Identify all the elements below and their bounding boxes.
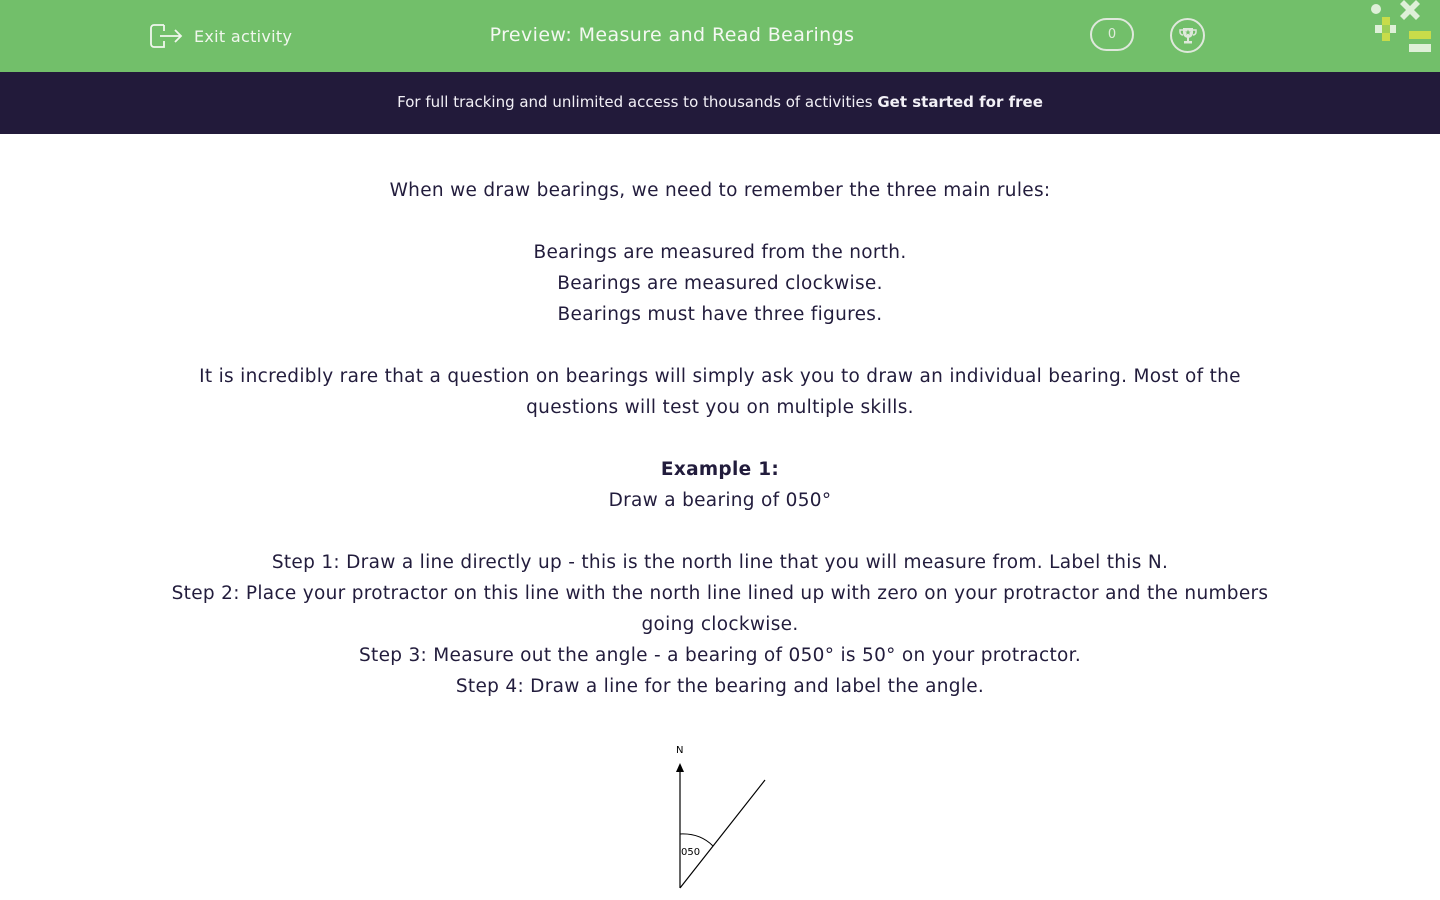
trophy-icon <box>1178 26 1198 46</box>
north-label: N <box>676 745 684 756</box>
lesson-content <box>150 175 1290 702</box>
north-arrow-icon <box>676 763 684 772</box>
rule-3: Bearings must have three figures. <box>557 304 883 325</box>
step-3: Step 3: Measure out the angle - a bearing of 050° is 50° on your protractor. <box>358 645 1082 666</box>
angle-label: 050 <box>681 847 701 858</box>
page-title: Preview: Measure and Read Bearings <box>489 24 855 46</box>
bearing-diagram <box>660 738 780 898</box>
note-text: It is incredibly rare that a question on bearings will simply ask you to draw an individual bearing. Most of the questions will test you on multiple skills. <box>199 366 1241 418</box>
top-bar <box>0 0 1440 72</box>
intro-text: When we draw bearings, we need to remember the three main rules: <box>389 180 1051 201</box>
trophy-button[interactable] <box>1170 18 1205 53</box>
brand-logo <box>1366 0 1440 60</box>
step-4: Step 4: Draw a line for the bearing and label the angle. <box>455 676 985 697</box>
example-heading: Example 1: <box>660 459 780 480</box>
example-task: Draw a bearing of 050° <box>608 490 832 511</box>
rule-2: Bearings are measured clockwise. <box>557 273 883 294</box>
step-2: Step 2: Place your protractor on this line with the north line lined up with zero on your protractor and the numbers going clockwise. <box>171 583 1269 635</box>
banner-text: For full tracking and unlimited access to thousands of activities <box>397 93 873 111</box>
rule-1: Bearings are measured from the north. <box>533 242 907 263</box>
get-started-link[interactable]: Get started for free <box>877 93 1043 111</box>
step-1: Step 1: Draw a line directly up - this is the north line that you will measure from. Label this N. <box>271 552 1169 573</box>
exit-label: Exit activity <box>194 26 293 46</box>
upgrade-banner <box>0 72 1440 134</box>
score-badge: 0 <box>1090 18 1134 51</box>
